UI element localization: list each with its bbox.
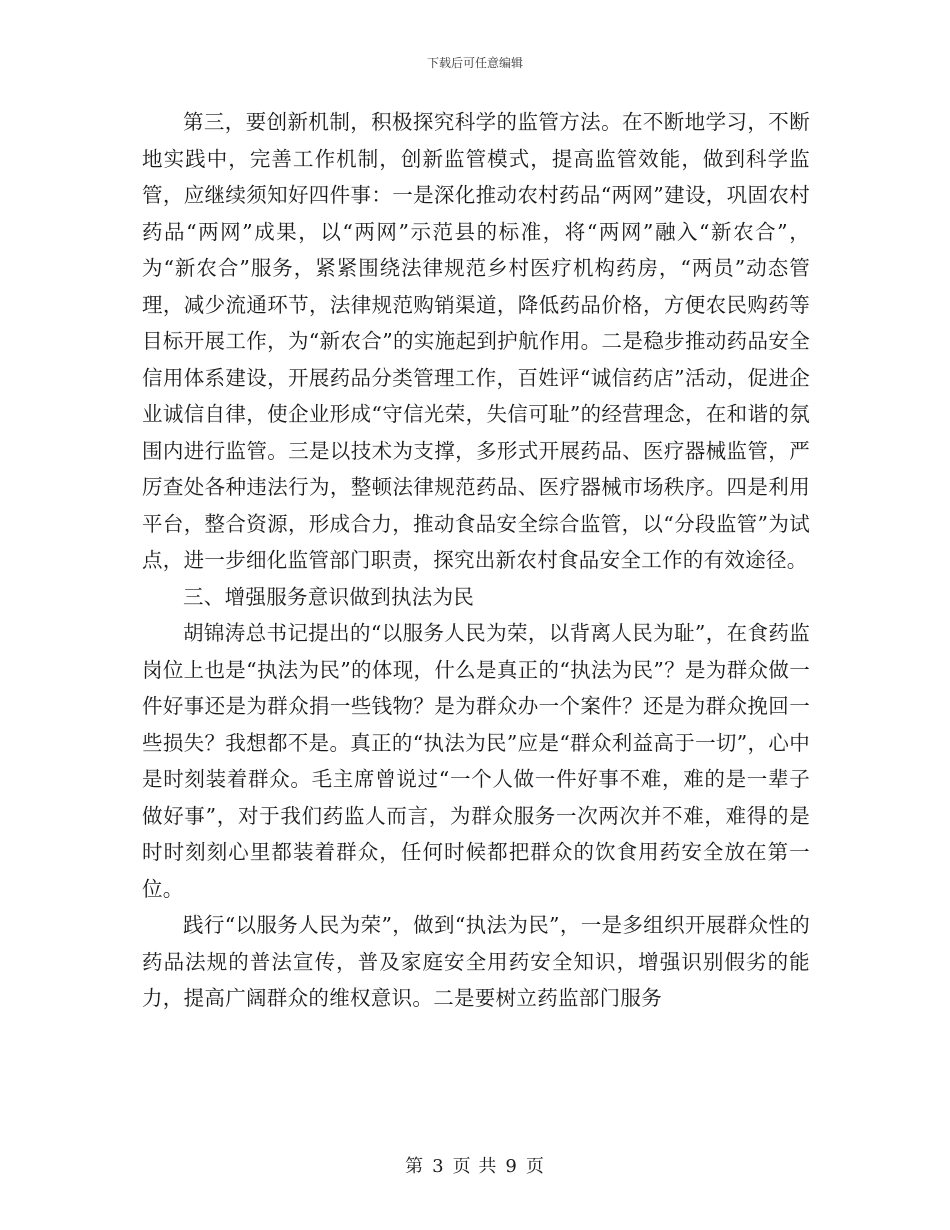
paragraph-practice: 践行“以服务人民为荣”，做到“执法为民”，一是多组织开展群众性的药品法规的普法宣传，普及家庭安全用药安全知识，增强识别假劣的能力，提高广阔群众的维权意识。二是要树立药监部门服务 bbox=[142, 913, 810, 1010]
page-header: 下载后可任意编辑 bbox=[426, 56, 523, 70]
footer-suffix: 页 bbox=[525, 1156, 545, 1177]
document-body bbox=[142, 104, 810, 1017]
paragraph-third-measure: 第三，要创新机制，积极探究科学的监管方法。在不断地学习，不断地实践中，完善工作机制，创新监管模式，提高监管效能，做到科学监管，应继续须知好四件事：一是深化推动农村药品“两网”建设，巩固农村药品“两网”成果，以“两网”示范县的标准，将“两网”融入“新农合”，为“新农合”服务，紧紧围绕法律规范乡村医疗机构药房，“两员”动态管理，减少流通环节，法律规范购销渠道，降低药品价格，方便农民购药等目标开展工作，为“新农合”的实施起到护航作用。二是稳步推动药品安全信用体系建设，开展药品分类管理工作，百姓评“诚信药店”活动，促进企业诚信自律，使企业形成“守信光荣，失信可耻”的经营理念，在和谐的氛围内进行监管。三是以技术为支撑，多形式开展药品、医疗器械监管，严厉查处各种违法行为，整顿法律规范药品、医疗器械市场秩序。四是利用平台，整合资源，形成合力，推动食品安全综合监管，以“分段监管”为试点，进一步细化监管部门职责，探究出新农村食品安全工作的有效途径。 bbox=[142, 110, 810, 572]
section-heading: 三、增强服务意识做到执法为民 bbox=[183, 584, 475, 609]
footer-total-pages: 9 bbox=[505, 1156, 518, 1177]
footer-page-number: 3 bbox=[432, 1156, 445, 1177]
footer-prefix: 第 bbox=[405, 1156, 425, 1177]
page-footer bbox=[0, 1152, 950, 1178]
paragraph-serve-people: 胡锦涛总书记提出的“以服务人民为荣，以背离人民为耻”，在食药监岗位上也是“执法为民”的体现，什么是真正的“执法为民”？是为群众做一件好事还是为群众捐一些钱物？是为群众办一个案件？还是为群众挽回一些损失？我想都不是。真正的“执法为民”应是“群众利益高于一切”，心中是时刻装着群众。毛主席曾说过“一个人做一件好事不难，难的是一辈子做好事”，对于我们药监人而言，为群众服务一次两次并不难，难得的是时时刻刻心里都装着群众，任何时候都把群众的饮食用药安全放在第一位。 bbox=[142, 621, 810, 901]
footer-middle: 页 共 bbox=[452, 1156, 498, 1177]
